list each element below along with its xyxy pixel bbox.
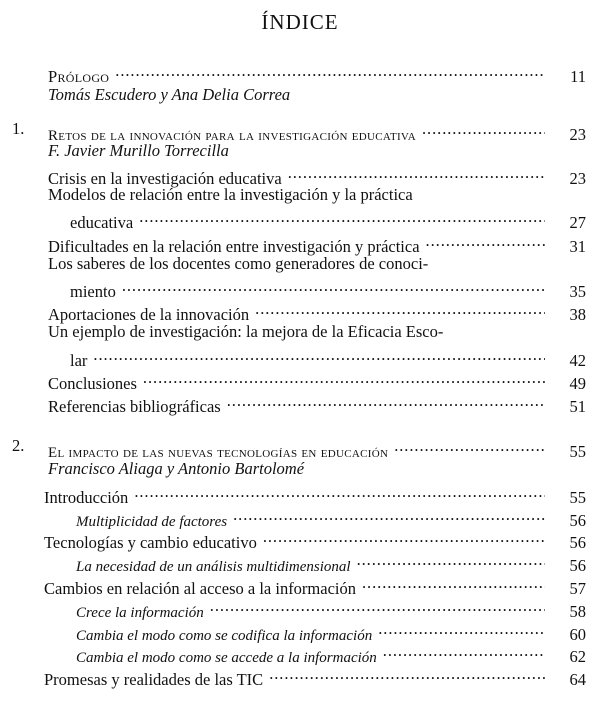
toc-subentry[interactable] <box>0 504 600 530</box>
leader-dots <box>139 206 545 228</box>
chapter-title: Retos de la innovación para la investigación educativa <box>48 128 416 144</box>
leader-dots <box>426 230 545 252</box>
leader-dots <box>122 275 545 297</box>
toc-page-number: 62 <box>569 647 586 666</box>
toc-page-number: 58 <box>569 602 586 621</box>
toc-entry-continuation[interactable] <box>0 344 600 370</box>
toc-entry-label: Introducción <box>44 488 129 507</box>
toc-entry-label: Los saberes de los docentes como generadores de conoci- <box>48 254 429 273</box>
chapter-number: 2. <box>12 436 25 455</box>
toc-entry[interactable] <box>0 663 600 689</box>
toc-entry-continuation[interactable] <box>0 275 600 301</box>
toc-entry-label: Dificultades en la relación entre investigación y práctica <box>48 237 420 256</box>
leader-dots <box>394 435 545 457</box>
toc-page-number: 49 <box>569 374 586 393</box>
toc-entry[interactable] <box>0 367 600 393</box>
toc-entry[interactable] <box>0 253 600 275</box>
toc-entry-label: Conclusiones <box>48 374 137 393</box>
toc-page-number: 56 <box>569 511 586 530</box>
leader-dots <box>227 390 545 412</box>
toc-entry-continuation[interactable] <box>0 206 600 232</box>
toc-entry-label: lar <box>70 351 88 370</box>
toc-chapter-2[interactable] <box>0 435 600 461</box>
toc-subentry[interactable] <box>0 595 600 621</box>
leader-dots <box>255 298 545 320</box>
toc-authors <box>0 84 600 106</box>
toc-entry-label: Tecnologías y cambio educativo <box>44 533 257 552</box>
toc-page-number: 31 <box>569 237 586 256</box>
author-names: Tomás Escudero y Ana Delia Correa <box>48 85 291 104</box>
toc-entry-label: Prólogo <box>48 67 110 86</box>
toc-entry-label: Crece la información <box>76 605 204 621</box>
leader-dots <box>378 618 545 640</box>
chapter-title: El impacto de las nuevas tecnologías en educación <box>48 445 389 461</box>
toc-page-number: 51 <box>569 397 586 416</box>
toc-page-number: 35 <box>569 282 586 301</box>
toc-authors <box>0 140 600 162</box>
toc-page-number: 56 <box>569 556 586 575</box>
toc-page-number: 27 <box>569 213 586 232</box>
toc-page-number: 64 <box>569 670 586 689</box>
toc-page-number: 55 <box>569 488 586 507</box>
leader-dots <box>134 481 545 503</box>
toc-entry[interactable] <box>0 572 600 598</box>
toc-page-number: 11 <box>570 67 586 86</box>
toc-entry[interactable] <box>0 230 600 256</box>
page-title: ÍNDICE <box>261 10 339 34</box>
toc-page-number: 60 <box>569 625 586 644</box>
toc-chapter-1[interactable] <box>0 118 600 144</box>
toc-entry-label: Referencias bibliográficas <box>48 397 221 416</box>
toc-entry[interactable] <box>0 184 600 206</box>
toc-entry-label: Crisis en la investigación educativa <box>48 169 282 188</box>
leader-dots <box>288 162 545 184</box>
toc-entry[interactable] <box>0 481 600 507</box>
leader-dots <box>422 118 545 140</box>
toc-entry-prologo[interactable] <box>0 60 600 86</box>
toc-subentry[interactable] <box>0 640 600 666</box>
toc-entry-label: Cambios en relación al acceso a la información <box>44 579 356 598</box>
toc-entry[interactable] <box>0 162 600 188</box>
toc-page-number: 55 <box>569 442 586 461</box>
leader-dots <box>233 504 545 526</box>
toc-entry[interactable] <box>0 298 600 324</box>
leader-dots <box>115 60 545 82</box>
toc-authors <box>0 458 600 480</box>
leader-dots <box>357 549 545 571</box>
toc-entry-label: educativa <box>70 213 134 232</box>
toc-entry[interactable] <box>0 526 600 552</box>
toc-page-number: 56 <box>569 533 586 552</box>
toc-subentry[interactable] <box>0 618 600 644</box>
toc-page-number: 38 <box>569 305 586 324</box>
toc-entry-label: Un ejemplo de investigación: la mejora de la Eficacia Esco- <box>48 322 444 341</box>
toc-page-number: 23 <box>569 125 586 144</box>
leader-dots <box>263 526 545 548</box>
toc-page-number: 23 <box>569 169 586 188</box>
toc-entry-label: miento <box>70 282 116 301</box>
toc-entry-label: La necesidad de un análisis multidimensional <box>76 559 351 575</box>
toc-entry-label: Aportaciones de la innovación <box>48 305 250 324</box>
toc-entry[interactable] <box>0 390 600 416</box>
leader-dots <box>383 640 545 662</box>
toc-subentry[interactable] <box>0 549 600 575</box>
author-names: Francisco Aliaga y Antonio Bartolomé <box>48 459 305 478</box>
toc-page-number: 57 <box>569 579 586 598</box>
toc-entry-label: Cambia el modo como se accede a la información <box>76 650 377 666</box>
author-names: F. Javier Murillo Torrecilla <box>48 141 229 160</box>
toc-entry-label: Multiplicidad de factores <box>76 514 228 530</box>
leader-dots <box>143 367 545 389</box>
leader-dots <box>362 572 545 594</box>
toc-entry-label: Promesas y realidades de las TIC <box>44 670 264 689</box>
toc-entry-label: Cambia el modo como se codifica la información <box>76 628 373 644</box>
toc-entry-label: Modelos de relación entre la investigación y la práctica <box>48 185 413 204</box>
leader-dots <box>269 663 545 685</box>
leader-dots <box>93 344 545 366</box>
toc-page-number: 42 <box>569 351 586 370</box>
leader-dots <box>210 595 545 617</box>
chapter-number: 1. <box>12 119 25 138</box>
toc-entry[interactable] <box>0 321 600 343</box>
